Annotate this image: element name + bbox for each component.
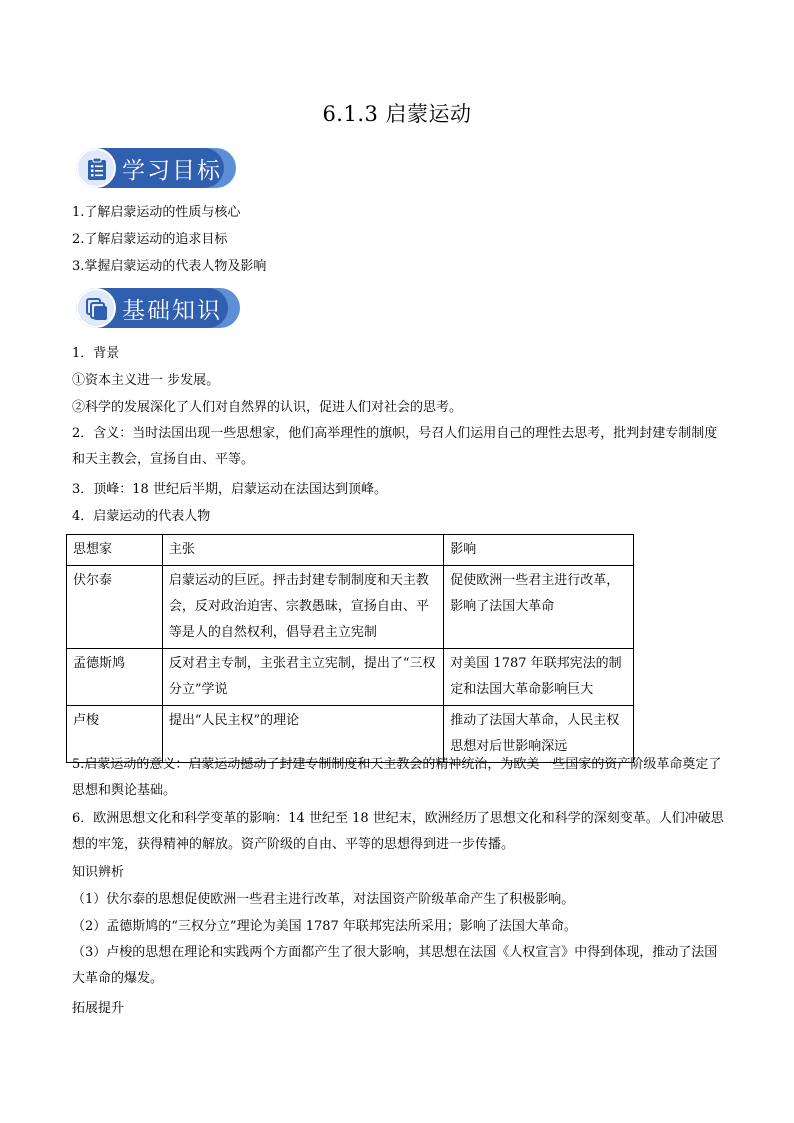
learning-goals-heading: 学习目标: [122, 158, 222, 184]
table-cell: 促使欧洲一些君主进行改革，影响了法国大革命: [444, 566, 634, 649]
table-cell: 伏尔泰: [67, 566, 163, 649]
table-header-cell: 主张: [162, 535, 443, 566]
table-header-cell: 思想家: [67, 535, 163, 566]
goal-item: 2.了解启蒙运动的追求目标: [72, 232, 228, 247]
table-cell: 启蒙运动的巨匠。抨击封建专制制度和天主教会，反对政治迫害、宗教愚昧，宣扬自由、平等是人的自然权利，倡导君主立宪制: [162, 566, 443, 649]
table-cell: 反对君主专制，主张君主立宪制，提出了“三权分立”学说: [162, 649, 443, 706]
background-item: ①资本主义进一 步发展。: [72, 373, 220, 388]
background-item: ②科学的发展深化了人们对自然界的认识，促进人们对社会的思考。: [72, 400, 463, 415]
basic-knowledge-heading: 基础知识: [122, 298, 222, 324]
background-title: 1．背景: [72, 346, 120, 361]
significance-paragraph: 5.启蒙运动的意义：启蒙运动撼动了封建专制制度和天主教会的精神统治，为欧美一些国家的资产阶级革命奠定了思想和舆论基础。: [72, 757, 722, 798]
clipboard-list-icon: [76, 148, 116, 188]
representatives-title: 4．启蒙运动的代表人物: [72, 509, 211, 524]
table-header-row: [67, 535, 634, 566]
learning-goals-banner: [76, 148, 236, 188]
table-cell: 对美国 1787 年联邦宪法的制定和法国大革命影响巨大: [444, 649, 634, 706]
table-cell: 孟德斯鸠: [67, 649, 163, 706]
extension-title: 拓展提升: [72, 1001, 125, 1016]
table-cell: 提出“人民主权”的理论: [162, 706, 443, 763]
analysis-item: （1）伏尔泰的思想促使欧洲一些君主进行改革，对法国资产阶级革命产生了积极影响。: [72, 892, 575, 907]
meaning-paragraph: 2．含义：当时法国出现一些思想家，他们高举理性的旗帜，号召人们运用自己的理性去思考，批判封建专制制度和天主教会，宣扬自由、平等。: [72, 426, 718, 467]
influence-paragraph: 6．欧洲思想文化和科学变革的影响：14 世纪至 18 世纪末，欧洲经历了思想文化和科学的深刻变革。人们冲破思想的牢笼，获得精神的解放。资产阶级的自由、平等的思想得到进一步传播。: [72, 811, 724, 852]
peak-line: 3．顶峰：18 世纪后半期，启蒙运动在法国达到顶峰。: [72, 482, 387, 497]
page-title: 6.1.3 启蒙运动: [322, 102, 472, 126]
analysis-title: 知识辨析: [72, 865, 125, 880]
analysis-item: （3）卢梭的思想在理论和实践两个方面都产生了很大影响，其思想在法国《人权宣言》中得到体现，推动了法国大革命的爆发。: [72, 945, 718, 986]
representatives-table: [66, 534, 634, 763]
table-row: [67, 649, 634, 706]
basic-knowledge-banner: [76, 288, 240, 328]
stacked-documents-icon: [76, 288, 116, 328]
table-row: [67, 566, 634, 649]
table-header-cell: 影响: [444, 535, 634, 566]
table-cell: 推动了法国大革命，人民主权思想对后世影响深远: [444, 706, 634, 763]
table-cell: 卢梭: [67, 706, 163, 763]
goal-item: 1.了解启蒙运动的性质与核心: [72, 205, 241, 220]
analysis-item: （2）孟德斯鸠的“三权分立”理论为美国 1787 年联邦宪法所采用；影响了法国大革命。: [72, 919, 577, 934]
goal-item: 3.掌握启蒙运动的代表人物及影响: [72, 259, 267, 274]
